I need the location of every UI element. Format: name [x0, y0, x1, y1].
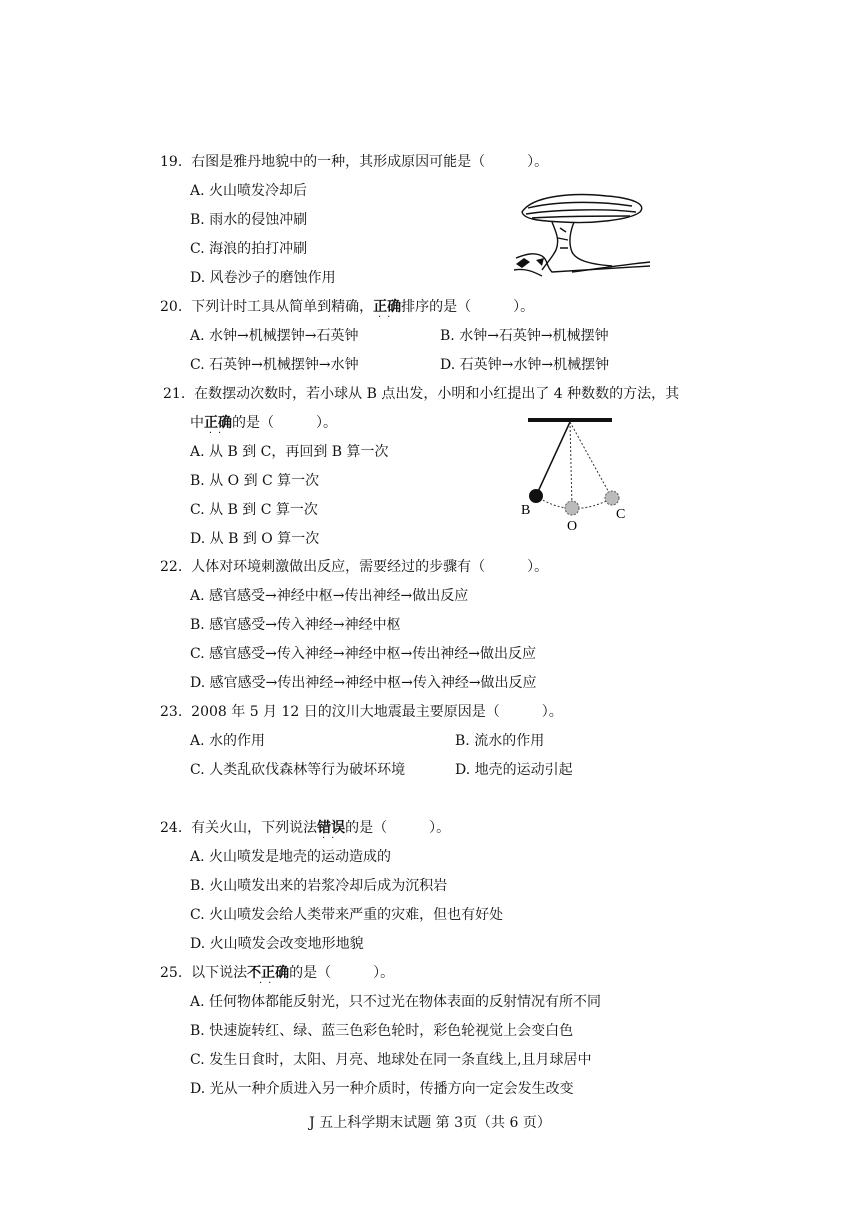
pendulum-support-bar: [528, 418, 612, 422]
question-24-stem: [160, 818, 451, 844]
option-b: B. 从 O 到 C 算一次: [190, 473, 320, 489]
option-a: A. 感官感受→神经中枢→传出神经→做出反应: [190, 588, 469, 604]
emphasized-text: 正确: [204, 415, 232, 431]
option-a: A. 从 B 到 C，再回到 B 算一次: [190, 444, 389, 460]
option-c: C. 火山喷发会给人类带来严重的灾难，但也有好处: [190, 907, 504, 923]
emphasis-dots: ··: [377, 312, 397, 323]
pendulum-diagram: [512, 412, 642, 537]
option-a: A. 任何物体都能反射光，只不过光在物体表面的反射情况有所不同: [190, 994, 602, 1010]
emphasized-word: [317, 820, 346, 844]
question-text-end: 排序的是（ ）。: [401, 299, 535, 315]
option-c: C. 发生日食时，太阳、月亮、地球处在同一条直线上,且月球居中: [190, 1052, 592, 1068]
emphasis-dots: ··: [321, 833, 341, 844]
option-b: B. 水钟→石英钟→机械摆钟: [440, 328, 609, 344]
emphasized-word: [373, 299, 402, 323]
question-text: 在数摆动次数时，若小球从 B 点出发，小明和小红提出了 4 种数数的方法，其: [194, 386, 680, 402]
option-d: D. 风卷沙子的磨蚀作用: [190, 270, 336, 286]
question-number: 24.: [160, 820, 183, 836]
question-21-stem: [163, 384, 679, 404]
emphasis-dots: ··: [208, 428, 228, 439]
question-number: 23.: [160, 704, 183, 720]
pendulum-string-o: [570, 422, 572, 508]
question-text: 有关火山，下列说法: [191, 820, 318, 836]
emphasized-text: 错误: [317, 820, 346, 836]
option-b: B. 感官感受→传入神经→神经中枢: [190, 617, 401, 633]
ball-at-o: [565, 501, 579, 515]
question-text-end: 的是（ ）。: [289, 965, 395, 981]
option-d: D. 火山喷发会改变地形地貌: [190, 936, 364, 952]
emphasized-word: [204, 415, 232, 439]
option-b: B. 快速旋转红、绿、蓝三色彩色轮时，彩色轮视觉上会变白色: [190, 1023, 574, 1039]
ball-at-b: [529, 489, 543, 503]
emphasized-text: 正确: [373, 299, 402, 315]
label-o: O: [567, 519, 578, 534]
yardang-landform-image: [512, 188, 652, 280]
option-b: B. 火山喷发出来的岩浆冷却后成为沉积岩: [190, 878, 448, 894]
option-d: D. 石英钟→水钟→机械摆钟: [440, 357, 610, 373]
option-d: D. 地壳的运动引起: [455, 762, 573, 778]
option-b: B. 流水的作用: [455, 733, 545, 749]
label-c: C: [616, 507, 626, 522]
ball-at-c: [605, 491, 619, 505]
question-22-stem: [160, 557, 548, 577]
option-d: D. 光从一种介质进入另一种介质时，传播方向一定会发生改变: [190, 1081, 574, 1097]
emphasized-text: 不正确: [247, 965, 290, 981]
question-number: 20.: [160, 299, 183, 315]
question-21-stem-line2: [190, 413, 337, 439]
pendulum-string-b: [536, 422, 570, 496]
question-text: 以下说法: [191, 965, 248, 981]
option-c: C. 感官感受→传入神经→神经中枢→传出神经→做出反应: [190, 646, 537, 662]
option-c: C. 人类乱砍伐森林等行为破坏环境: [190, 762, 406, 778]
question-number: 19.: [160, 154, 183, 170]
question-number: 25.: [160, 965, 183, 981]
option-a: A. 水钟→机械摆钟→石英钟: [190, 328, 359, 344]
question-text: 下列计时工具从简单到精确，: [191, 299, 374, 315]
option-c: C. 石英钟→机械摆钟→水钟: [190, 357, 359, 373]
question-text: 2008 年 5 月 12 日的汶川大地震最主要原因是（ ）。: [191, 704, 563, 720]
question-text-end: 的是（ ）。: [345, 820, 451, 836]
question-text: 右图是雅丹地貌中的一种，其形成原因可能是（ ）。: [191, 154, 549, 170]
question-text: 中: [190, 415, 204, 431]
option-c: C. 海浪的拍打冲刷: [190, 241, 308, 257]
option-c: C. 从 B 到 C 算一次: [190, 502, 318, 518]
option-a: A. 水的作用: [190, 733, 266, 749]
emphasized-word: [247, 965, 290, 989]
pendulum-string-c: [570, 422, 612, 498]
label-b: B: [521, 503, 531, 518]
option-d: D. 感官感受→传出神经→神经中枢→传入神经→做出反应: [190, 675, 537, 691]
option-a: A. 火山喷发是地壳的运动造成的: [190, 849, 392, 865]
option-a: A. 火山喷发冷却后: [190, 183, 308, 199]
option-d: D. 从 B 到 O 算一次: [190, 531, 320, 547]
page-footer: J 五上科学期末试题 第 3页（共 6 页）: [309, 1115, 551, 1131]
question-number: 22.: [160, 559, 183, 575]
question-text: 人体对环境刺激做出反应，需要经过的步骤有（ ）。: [191, 559, 549, 575]
question-23-stem: [160, 702, 563, 722]
question-text-end: 的是（ ）。: [232, 415, 337, 431]
question-25-stem: [160, 963, 395, 989]
emphasis-dots: ··: [258, 978, 278, 989]
question-number: 21.: [163, 386, 186, 402]
option-b: B. 雨水的侵蚀冲刷: [190, 212, 308, 228]
question-19-stem: [160, 152, 548, 172]
question-20-stem: [160, 297, 535, 323]
